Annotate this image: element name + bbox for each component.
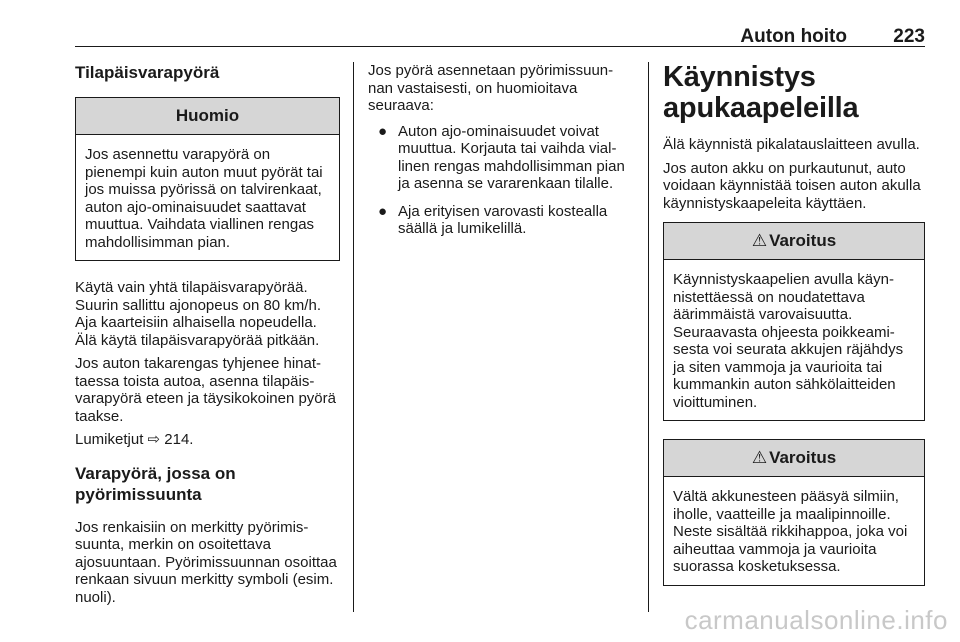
notice-label: Huomio <box>76 98 339 135</box>
column-2 <box>368 62 633 248</box>
warning-text: Vältä akkunesteen pääsyä silmiin, iholle, vaatteille ja maalipinnoille. Neste sisältää rikkihappoa, joka voi aiheuttaa vammoja ja vaurioita suorassa kosketuksessa. <box>673 488 908 575</box>
paragraph: Jos pyörä asennetaan pyörimissuunnan vastaisesti, on huomioitava seuraava: <box>368 62 614 114</box>
heading-directional-spare: Varapyörä, jossa on pyörimissuunta <box>75 463 236 504</box>
paragraph: Jos auton takarengas tyhjenee hinattaessa toista autoa, asenna tilapäisvarapyörä eteen ja täysikokoinen pyörä taakse. <box>75 355 336 425</box>
paragraph: Älä käynnistä pikalatauslaitteen avulla. <box>663 136 920 153</box>
bullet-icon: ● <box>378 202 388 220</box>
warning-text: Käynnistyskaapelien avulla käynnistettäessä on noudatettava äärimmäistä varovaisuutta. Seuraavasta ohjeesta poikkeamisesta voi seurata akkujen räjähdys ja siten vammoja ja vaurioita tai kummankin auton sähkölaitteiden vioittuminen. <box>673 271 904 411</box>
paragraph: Jos auton akku on purkautunut, auto voidaan käynnistää toisen auton akulla käynnistyskaapeleita käyttäen. <box>663 159 921 212</box>
page-header <box>75 22 925 47</box>
column-divider <box>648 62 649 612</box>
heading-spare-wheel: Tilapäisvarapyörä <box>75 63 220 82</box>
column-3 <box>663 62 925 604</box>
bullet-list <box>368 123 633 238</box>
watermark: carmanualsonline.info <box>684 605 948 635</box>
heading-jump-start: Käynnistys apukaapeleilla <box>663 61 859 124</box>
paragraph: Jos renkaisiin on merkitty pyörimissuunta, merkin on osoitettava ajosuuntaan. Pyörimissuunnan osoittaa renkaan sivuun merkitty symboli (esim. nuoli). <box>75 518 337 606</box>
list-item: ● Auton ajo-ominaisuudet voivat muuttua. Korjauta tai vaihda viallinen rengas mahdollisimman pian ja asenna se vararenkaan tilalle. <box>378 122 625 192</box>
warning-box <box>663 439 925 586</box>
warning-label: Varoitus <box>769 448 837 467</box>
warning-triangle-icon: ⚠ <box>751 448 768 467</box>
page-number: 223 <box>893 26 925 47</box>
notice-text: Jos asennettu varapyörä on pienempi kuin auton muut pyörät tai jos muissa pyörissä on talvirenkaat, auton ajo-ominaisuudet saattavat muuttua. Vaihdata viallinen rengas mahdollisimman pian. <box>85 146 323 251</box>
paragraph: Käytä vain yhtä tilapäisvarapyörää. Suurin sallittu ajonopeus on 80 km/h. Aja kaarteisiin alhaisella nopeudella. Älä käytä tilapäisvarapyörää pitkään. <box>75 279 321 349</box>
warning-box <box>663 222 925 421</box>
column-1 <box>75 62 340 612</box>
list-item: ● Aja erityisen varovasti kostealla säällä ja lumikelillä. <box>378 202 608 237</box>
warning-triangle-icon: ⚠ <box>751 231 768 250</box>
bullet-icon: ● <box>378 122 388 140</box>
warning-label: Varoitus <box>769 231 837 250</box>
section-title: Auton hoito <box>740 26 847 47</box>
column-divider <box>353 62 354 612</box>
cross-reference-link[interactable]: Lumiketjut ⇨ 214. <box>75 431 194 448</box>
notice-box <box>75 97 340 261</box>
